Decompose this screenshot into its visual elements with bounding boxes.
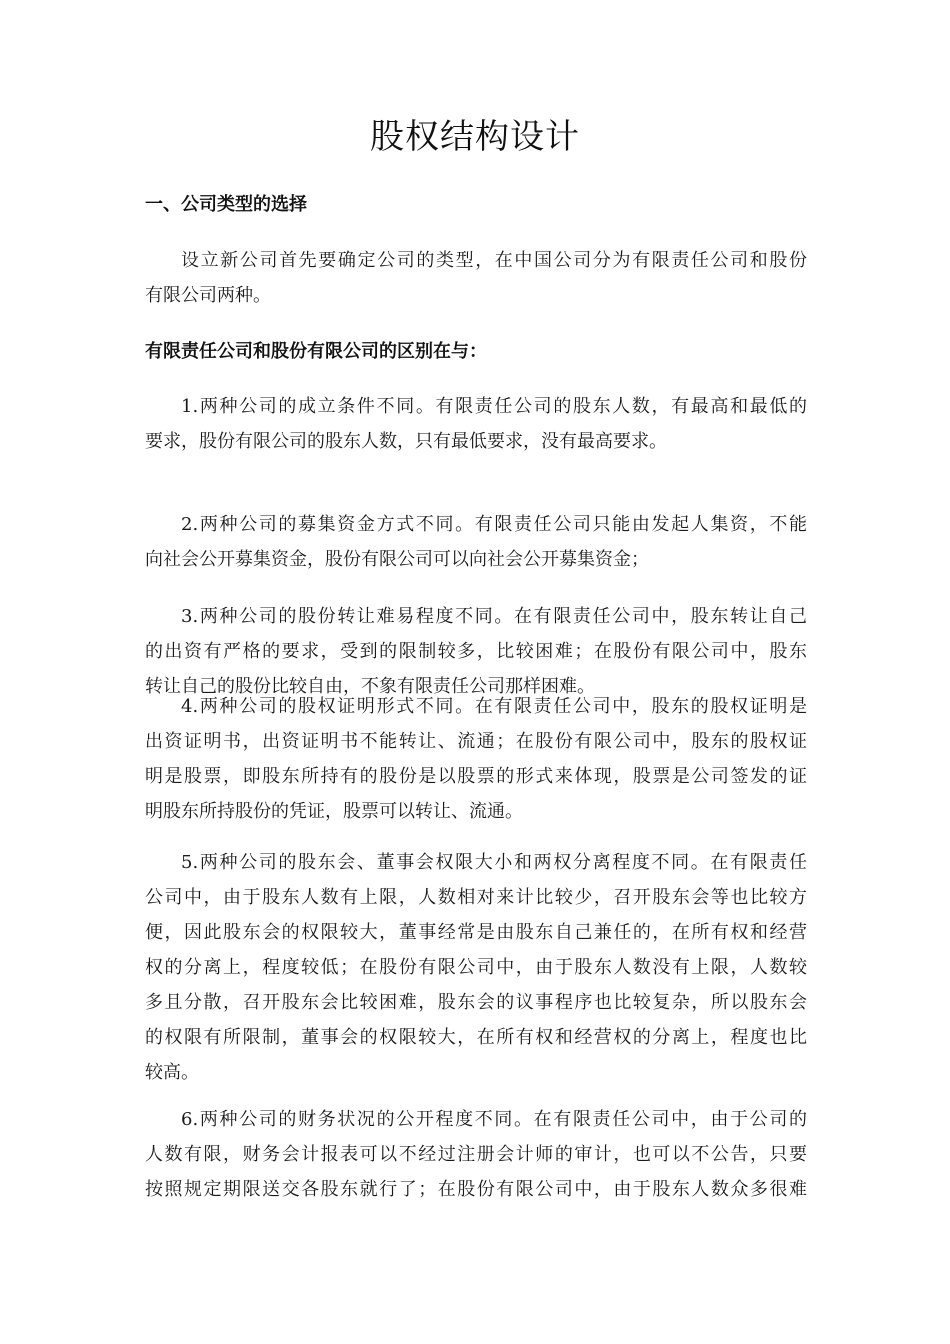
paragraph-line: 1.两种公司的成立条件不同。有限责任公司的股东人数，有最高和最低的 xyxy=(181,396,807,417)
paragraph-line: 多且分散，召开股东会比较困难，股东会的议事程序也比较复杂，所以股东会 xyxy=(145,992,807,1013)
list-item xyxy=(145,389,807,459)
paragraph-line: 明是股票，即股东所持有的股份是以股票的形式来体现，股票是公司签发的证 xyxy=(145,766,807,787)
paragraph-line: 较高。 xyxy=(145,1062,199,1083)
paragraph-line: 的权限有所限制，董事会的权限较大，在所有权和经营权的分离上，程度也比 xyxy=(145,1027,807,1048)
paragraph-line: 6.两种公司的财务状况的公开程度不同。在有限责任公司中，由于公司的 xyxy=(181,1109,807,1130)
paragraph-line: 设立新公司首先要确定公司的类型，在中国公司分为有限责任公司和股份 xyxy=(181,250,807,271)
paragraph-line: 出资证明书，出资证明书不能转让、流通；在股份有限公司中，股东的股权证 xyxy=(145,731,807,752)
document-title: 股权结构设计 xyxy=(370,117,580,157)
list-item xyxy=(145,689,807,829)
list-item xyxy=(145,1102,807,1207)
paragraph-line: 公司中，由于股东人数有上限，人数相对来计比较少，召开股东会等也比较方 xyxy=(145,887,807,908)
paragraph-line: 便，因此股东会的权限较大，董事经常是由股东自己兼任的，在所有权和经营 xyxy=(145,922,807,943)
paragraph-line: 2.两种公司的募集资金方式不同。有限责任公司只能由发起人集资，不能 xyxy=(181,514,807,535)
paragraph-line: 人数有限，财务会计报表可以不经过注册会计师的审计，也可以不公告，只要 xyxy=(145,1144,807,1165)
paragraph-line: 向社会公开募集资金，股份有限公司可以向社会公开募集资金； xyxy=(145,549,649,570)
list-item xyxy=(145,845,807,1090)
paragraph-line: 要求，股份有限公司的股东人数，只有最低要求，没有最高要求。 xyxy=(145,431,667,452)
section-heading: 一、公司类型的选择 xyxy=(145,194,307,215)
paragraph-line: 4.两种公司的股权证明形式不同。在有限责任公司中，股东的股权证明是 xyxy=(181,696,807,717)
paragraph-line: 有限公司两种。 xyxy=(145,285,271,306)
paragraph-line: 5.两种公司的股东会、董事会权限大小和两权分离程度不同。在有限责任 xyxy=(181,852,807,873)
paragraph-line: 的出资有严格的要求，受到的限制较多，比较困难；在股份有限公司中，股东 xyxy=(145,641,807,662)
intro-paragraph xyxy=(145,243,807,313)
paragraph-line: 转让自己的股份比较自由，不象有限责任公司那样困难。 xyxy=(145,676,595,697)
paragraph-line: 权的分离上，程度较低；在股份有限公司中，由于股东人数没有上限，人数较 xyxy=(145,957,807,978)
paragraph-line: 明股东所持股份的凭证，股票可以转让、流通。 xyxy=(145,801,523,822)
paragraph-line: 按照规定期限送交各股东就行了；在股份有限公司中，由于股东人数众多很难 xyxy=(145,1179,807,1200)
subsection-heading: 有限责任公司和股份有限公司的区别在与： xyxy=(145,341,487,362)
list-item xyxy=(145,507,807,577)
paragraph-line: 3.两种公司的股份转让难易程度不同。在有限责任公司中，股东转让自己 xyxy=(181,606,807,627)
